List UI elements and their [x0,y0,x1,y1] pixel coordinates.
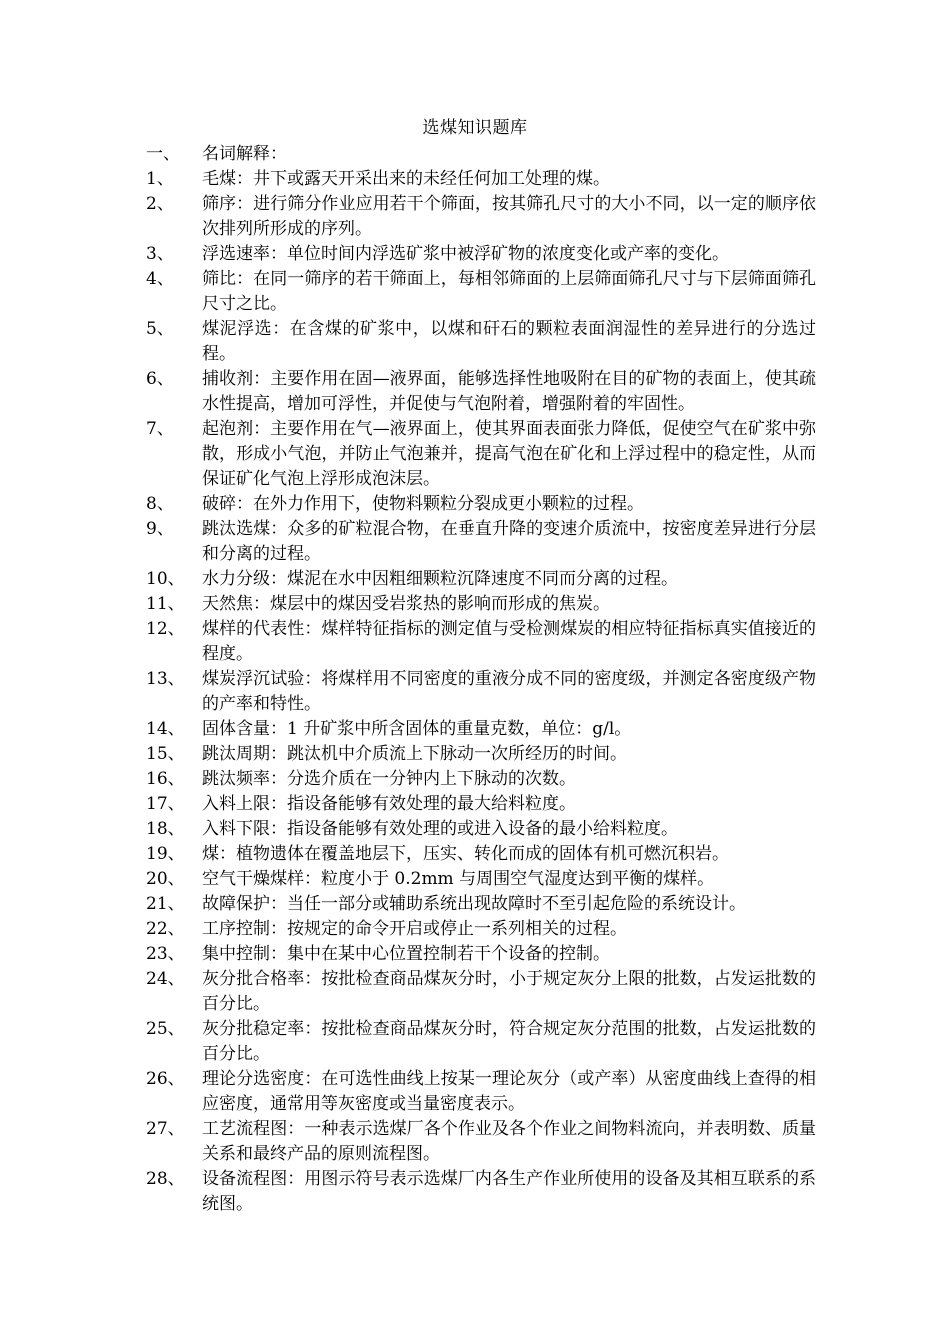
term-number: 10、 [146,569,185,589]
term-item [146,1017,816,1067]
term-list [146,167,816,1217]
term-definition: 集中控制：集中在某中心位置控制若干个设备的控制。 [202,944,610,964]
term-number: 9、 [146,519,174,539]
term-number: 8、 [146,494,174,514]
term-number: 28、 [146,1169,185,1189]
term-definition: 天然焦：煤层中的煤因受岩浆热的影响而形成的焦炭。 [202,594,610,614]
term-item [146,242,816,267]
term-number: 1、 [146,169,174,189]
term-definition: 空气干燥煤样：粒度小于 0.2mm 与周围空气湿度达到平衡的煤样。 [202,869,715,889]
term-number: 26、 [146,1069,185,1089]
term-item [146,867,816,892]
term-number: 2、 [146,194,174,214]
term-item [146,367,816,417]
term-item [146,517,816,567]
question-bank-content [146,142,816,1217]
term-item [146,742,816,767]
term-definition: 灰分批合格率：按批检查商品煤灰分时，小于规定灰分上限的批数，占发运批数的百分比。 [202,969,816,1014]
term-number: 12、 [146,619,185,639]
term-definition: 毛煤：井下或露天开采出来的未经任何加工处理的煤。 [202,169,610,189]
term-definition: 工序控制：按规定的命令开启或停止一系列相关的过程。 [202,919,627,939]
term-number: 27、 [146,1119,185,1139]
term-item [146,817,816,842]
term-definition: 故障保护：当任一部分或辅助系统出现故障时不至引起危险的系统设计。 [202,894,746,914]
term-item [146,617,816,667]
term-item [146,917,816,942]
term-definition: 起泡剂：主要作用在气—液界面上，使其界面表面张力降低，促使空气在矿浆中弥散，形成小气泡，并防止气泡兼并，提高气泡在矿化和上浮过程中的稳定性，从而保证矿化气泡上浮形成泡沫层。 [202,419,816,489]
term-item [146,492,816,517]
term-item [146,767,816,792]
term-number: 6、 [146,369,174,389]
term-number: 21、 [146,894,185,914]
term-definition: 跳汰频率：分选介质在一分钟内上下脉动的次数。 [202,769,576,789]
term-number: 13、 [146,669,185,689]
section-label: 名词解释： [202,144,287,164]
term-number: 24、 [146,969,185,989]
term-definition: 理论分选密度：在可选性曲线上按某一理论灰分（或产率）从密度曲线上查得的相应密度，通常用等灰密度或当量密度表示。 [202,1069,816,1114]
term-definition: 煤：植物遗体在覆盖地层下，压实、转化而成的固体有机可燃沉积岩。 [202,844,729,864]
term-item [146,842,816,867]
section-number: 一、 [146,144,180,164]
term-number: 19、 [146,844,185,864]
term-definition: 跳汰选煤：众多的矿粒混合物，在垂直升降的变速介质流中，按密度差异进行分层和分离的过程。 [202,519,816,564]
term-item [146,192,816,242]
term-item [146,667,816,717]
term-item [146,967,816,1017]
term-number: 17、 [146,794,185,814]
section-heading [146,142,816,167]
term-definition: 筛比：在同一筛序的若干筛面上，每相邻筛面的上层筛面筛孔尺寸与下层筛面筛孔尺寸之比。 [202,269,816,314]
term-item [146,1067,816,1117]
term-item [146,167,816,192]
term-definition: 工艺流程图：一种表示选煤厂各个作业及各个作业之间物料流向，并表明数、质量关系和最终产品的原则流程图。 [202,1119,816,1164]
term-number: 7、 [146,419,174,439]
term-definition: 设备流程图：用图示符号表示选煤厂内各生产作业所使用的设备及其相互联系的系统图。 [202,1169,816,1214]
term-number: 11、 [146,594,185,614]
term-number: 22、 [146,919,185,939]
term-number: 14、 [146,719,185,739]
term-number: 25、 [146,1019,185,1039]
term-definition: 跳汰周期：跳汰机中介质流上下脉动一次所经历的时间。 [202,744,627,764]
term-number: 18、 [146,819,185,839]
term-definition: 筛序：进行筛分作业应用若干个筛面，按其筛孔尺寸的大小不同，以一定的顺序依次排列所形成的序列。 [202,194,816,239]
term-item [146,417,816,492]
term-definition: 煤泥浮选：在含煤的矿浆中，以煤和矸石的颗粒表面润湿性的差异进行的分选过程。 [202,319,816,364]
term-definition: 入料上限：指设备能够有效处理的最大给料粒度。 [202,794,576,814]
term-number: 4、 [146,269,174,289]
term-item [146,1117,816,1167]
term-item [146,317,816,367]
term-definition: 灰分批稳定率：按批检查商品煤灰分时，符合规定灰分范围的批数，占发运批数的百分比。 [202,1019,816,1064]
term-item [146,717,816,742]
term-number: 3、 [146,244,174,264]
term-definition: 煤炭浮沉试验：将煤样用不同密度的重液分成不同的密度级，并测定各密度级产物的产率和特性。 [202,669,816,714]
term-definition: 固体含量：1 升矿浆中所含固体的重量克数，单位：g/l。 [202,719,632,739]
term-number: 5、 [146,319,174,339]
term-item [146,592,816,617]
term-definition: 入料下限：指设备能够有效处理的或进入设备的最小给料粒度。 [202,819,678,839]
term-definition: 煤样的代表性：煤样特征指标的测定值与受检测煤炭的相应特征指标真实值接近的程度。 [202,619,816,664]
term-number: 15、 [146,744,185,764]
term-item [146,892,816,917]
term-definition: 水力分级：煤泥在水中因粗细颗粒沉降速度不同而分离的过程。 [202,569,678,589]
term-definition: 浮选速率：单位时间内浮选矿浆中被浮矿物的浓度变化或产率的变化。 [202,244,729,264]
term-number: 23、 [146,944,185,964]
term-definition: 捕收剂：主要作用在固—液界面，能够选择性地吸附在目的矿物的表面上，使其疏水性提高，增加可浮性，并促使与气泡附着，增强附着的牢固性。 [202,369,816,414]
term-definition: 破碎：在外力作用下，使物料颗粒分裂成更小颗粒的过程。 [202,494,644,514]
term-item [146,942,816,967]
term-number: 20、 [146,869,185,889]
term-item [146,1167,816,1217]
term-item [146,567,816,592]
term-item [146,792,816,817]
term-item [146,267,816,317]
term-number: 16、 [146,769,185,789]
document-title: 选煤知识题库 [422,118,528,138]
